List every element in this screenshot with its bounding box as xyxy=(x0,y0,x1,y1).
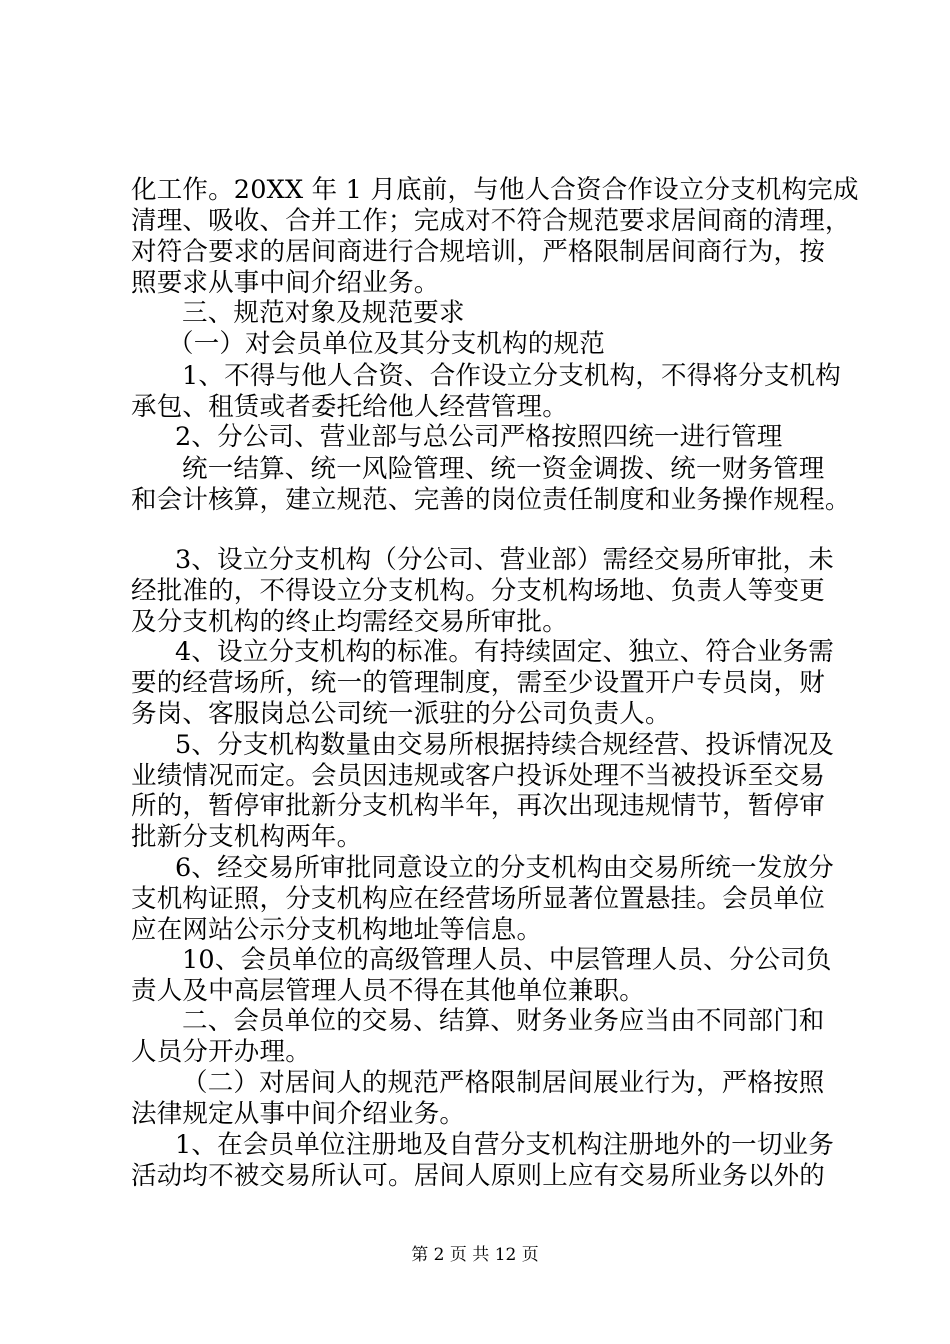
text-line: 所的，暂停审批新分支机构半年，再次出现违规情节，暂停审 xyxy=(131,791,825,821)
text-line: 要的经营场所，统一的管理制度，需至少设置开户专员岗，财 xyxy=(131,668,825,698)
section-heading: 三、规范对象及规范要求 xyxy=(182,298,465,328)
text-line: 及分支机构的终止均需经交易所审批。 xyxy=(131,607,568,637)
text-line: 活动均不被交易所认可。居间人原则上应有交易所业务以外的 xyxy=(131,1161,825,1191)
text-line: 法律规定从事中间介绍业务。 xyxy=(131,1099,466,1129)
text-line: 4、设立分支机构的标准。有持续固定、独立、符合业务需 xyxy=(175,637,834,667)
text-line: 人员分开办理。 xyxy=(131,1037,311,1067)
text-line: 务岗、客服岗总公司统一派驻的分公司负责人。 xyxy=(131,699,671,729)
text-line: 10、会员单位的高级管理人员、中层管理人员、分公司负 xyxy=(182,945,832,975)
text-line: 化工作。20XX 年 1 月底前，与他人合资合作设立分支机构完成 xyxy=(131,175,859,205)
text-line: 对符合要求的居间商进行合规培训，严格限制居间商行为，按 xyxy=(131,237,825,267)
text-line: 应在网站公示分支机构地址等信息。 xyxy=(131,915,543,945)
text-line: 照要求从事中间介绍业务。 xyxy=(131,268,440,298)
text-line: 业绩情况而定。会员因违规或客户投诉处理不当被投诉至交易 xyxy=(131,761,825,791)
text-line: 统一结算、统一风险管理、统一资金调拨、统一财务管理 xyxy=(182,454,825,484)
text-line: 1、不得与他人合资、合作设立分支机构，不得将分支机构 xyxy=(182,361,841,391)
text-line: 6、经交易所审批同意设立的分支机构由交易所统一发放分 xyxy=(175,853,834,883)
subsection-heading: （一）对会员单位及其分支机构的规范 xyxy=(168,329,605,359)
text-line: 和会计核算，建立规范、完善的岗位责任制度和业务操作规程。 xyxy=(131,485,851,515)
text-line: 清理、吸收、合并工作；完成对不符合规范要求居间商的清理， xyxy=(131,206,851,236)
text-line: 二、会员单位的交易、结算、财务业务应当由不同部门和 xyxy=(182,1006,825,1036)
text-line: 5、分支机构数量由交易所根据持续合规经营、投诉情况及 xyxy=(175,730,834,760)
text-line: 1、在会员单位注册地及自营分支机构注册地外的一切业务 xyxy=(175,1130,834,1160)
text-line: 2、分公司、营业部与总公司严格按照四统一进行管理 xyxy=(175,422,783,452)
subsection-heading: （二）对居间人的规范严格限制居间展业行为，严格按照 xyxy=(182,1068,825,1098)
text-line: 3、设立分支机构（分公司、营业部）需经交易所审批，未 xyxy=(175,545,834,575)
text-line: 批新分支机构两年。 xyxy=(131,822,363,852)
text-line: 责人及中高层管理人员不得在其他单位兼职。 xyxy=(131,976,646,1006)
page-number-footer: 第 2 页 共 12 页 xyxy=(411,1245,539,1265)
text-line: 支机构证照，分支机构应在经营场所显著位置悬挂。会员单位 xyxy=(131,884,825,914)
text-line: 经批准的，不得设立分支机构。分支机构场地、负责人等变更 xyxy=(131,576,825,606)
text-line: 承包、租赁或者委托给他人经营管理。 xyxy=(131,392,568,422)
